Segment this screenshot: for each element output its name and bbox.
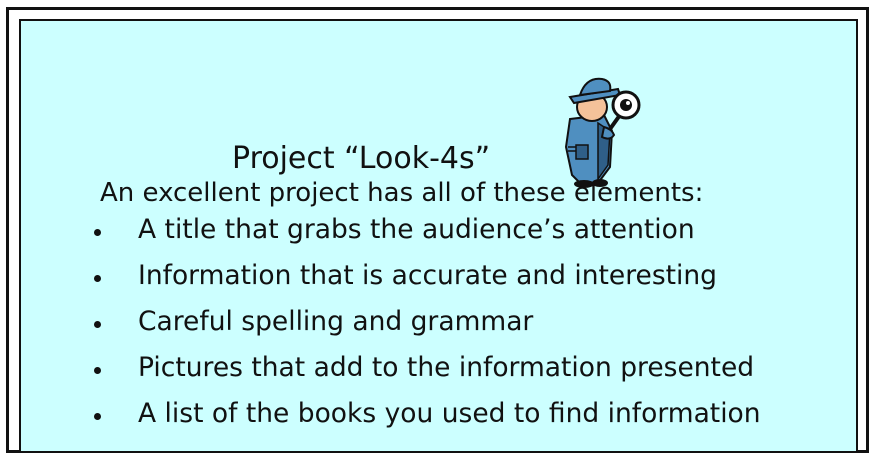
list-item bbox=[138, 306, 761, 352]
list-item-text: A list of the books you used to find information bbox=[138, 398, 761, 429]
bullet-icon bbox=[94, 413, 101, 420]
bullet-icon bbox=[94, 367, 101, 374]
elements-list bbox=[138, 214, 761, 444]
list-item-text: A title that grabs the audience’s attention bbox=[138, 214, 695, 245]
bullet-icon bbox=[94, 229, 101, 236]
bullet-icon bbox=[94, 321, 101, 328]
list-item-text: Information that is accurate and interesting bbox=[138, 260, 718, 291]
bullet-icon bbox=[94, 275, 101, 282]
detective-icon bbox=[540, 71, 650, 189]
list-item-text: Pictures that add to the information presented bbox=[138, 352, 755, 383]
poster-title: Project “Look-4s” bbox=[232, 141, 491, 176]
list-item-text: Careful spelling and grammar bbox=[138, 306, 534, 337]
list-item bbox=[138, 352, 761, 398]
list-item bbox=[138, 214, 761, 260]
list-item bbox=[138, 398, 761, 444]
list-item bbox=[138, 260, 761, 306]
intro-text: An excellent project has all of these elements: bbox=[100, 178, 704, 208]
